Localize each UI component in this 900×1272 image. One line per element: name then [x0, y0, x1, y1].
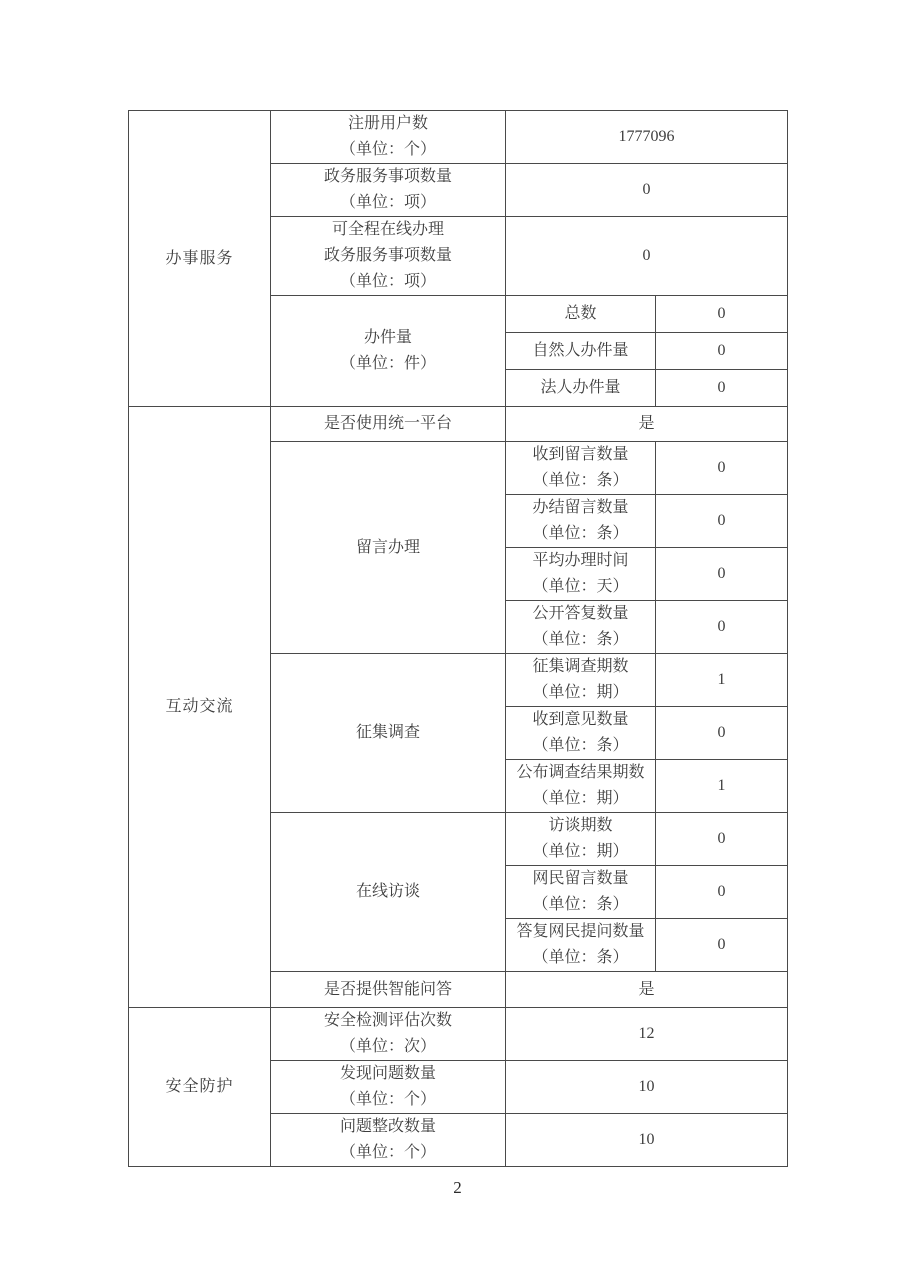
submetric-value: 0 — [656, 548, 788, 601]
metric-value: 是 — [506, 407, 788, 442]
submetric-label: 答复网民提问数量 （单位：条） — [506, 919, 656, 972]
metric-value: 10 — [506, 1061, 788, 1114]
metric-value: 10 — [506, 1114, 788, 1167]
metric-unit: （单位：期） — [532, 790, 629, 807]
metric-unit: （单位：项） — [339, 273, 436, 290]
metric-group-label: 办件量 （单位：件） — [271, 296, 506, 407]
report-table — [128, 110, 788, 1167]
metric-unit: （单位：个） — [339, 1091, 436, 1108]
submetric-value: 0 — [656, 707, 788, 760]
metric-value: 是 — [506, 972, 788, 1008]
metric-unit: （单位：个） — [339, 141, 436, 158]
metric-label: 可全程在线办理 政务服务事项数量 （单位：项） — [271, 217, 506, 296]
metric-unit: （单位：条） — [532, 472, 629, 489]
table-row — [129, 111, 788, 164]
metric-unit: （单位：个） — [339, 1144, 436, 1161]
submetric-value: 1 — [656, 654, 788, 707]
metric-value: 1777096 — [506, 111, 788, 164]
submetric-label: 总数 — [506, 296, 656, 333]
metric-label: 发现问题数量 （单位：个） — [271, 1061, 506, 1114]
metric-unit: （单位：天） — [532, 578, 629, 595]
metric-unit: （单位：件） — [339, 355, 436, 372]
submetric-value: 0 — [656, 442, 788, 495]
submetric-value: 0 — [656, 333, 788, 370]
table-row — [129, 407, 788, 442]
submetric-value: 0 — [656, 601, 788, 654]
metric-unit: （单位：次） — [339, 1038, 436, 1055]
metric-unit: （单位：期） — [532, 843, 629, 860]
submetric-value: 0 — [656, 296, 788, 333]
submetric-value: 0 — [656, 495, 788, 548]
submetric-value: 0 — [656, 370, 788, 407]
submetric-value: 0 — [656, 813, 788, 866]
metric-unit: （单位：条） — [532, 525, 629, 542]
submetric-label: 公布调查结果期数 （单位：期） — [506, 760, 656, 813]
metric-label: 是否使用统一平台 — [271, 407, 506, 442]
submetric-label: 公开答复数量 （单位：条） — [506, 601, 656, 654]
submetric-value: 0 — [656, 866, 788, 919]
metric-value: 0 — [506, 217, 788, 296]
section-label-banshi: 办事服务 — [129, 111, 271, 407]
page-number: 2 — [453, 1178, 462, 1197]
metric-value: 0 — [506, 164, 788, 217]
metric-group-label: 在线访谈 — [271, 813, 506, 972]
metric-unit: （单位：条） — [532, 631, 629, 648]
submetric-label: 法人办件量 — [506, 370, 656, 407]
metric-label: 问题整改数量 （单位：个） — [271, 1114, 506, 1167]
metric-unit: （单位：条） — [532, 949, 629, 966]
metric-unit: （单位：期） — [532, 684, 629, 701]
submetric-label: 平均办理时间 （单位：天） — [506, 548, 656, 601]
metric-unit: （单位：条） — [532, 737, 629, 754]
submetric-label: 自然人办件量 — [506, 333, 656, 370]
section-label-anquan: 安全防护 — [129, 1008, 271, 1167]
section-label-hudong: 互动交流 — [129, 407, 271, 1008]
metric-group-label: 征集调查 — [271, 654, 506, 813]
table-row — [129, 1008, 788, 1061]
metric-label: 政务服务事项数量 （单位：项） — [271, 164, 506, 217]
metric-group-label: 留言办理 — [271, 442, 506, 654]
submetric-value: 1 — [656, 760, 788, 813]
metric-label: 安全检测评估次数 （单位：次） — [271, 1008, 506, 1061]
metric-label: 注册用户数 （单位：个） — [271, 111, 506, 164]
submetric-label: 访谈期数 （单位：期） — [506, 813, 656, 866]
submetric-label: 收到留言数量 （单位：条） — [506, 442, 656, 495]
report-table-wrapper — [128, 110, 788, 1167]
metric-unit: （单位：项） — [339, 194, 436, 211]
submetric-value: 0 — [656, 919, 788, 972]
metric-label: 是否提供智能问答 — [271, 972, 506, 1008]
submetric-label: 收到意见数量 （单位：条） — [506, 707, 656, 760]
submetric-label: 征集调查期数 （单位：期） — [506, 654, 656, 707]
submetric-label: 办结留言数量 （单位：条） — [506, 495, 656, 548]
metric-unit: （单位：条） — [532, 896, 629, 913]
metric-value: 12 — [506, 1008, 788, 1061]
submetric-label: 网民留言数量 （单位：条） — [506, 866, 656, 919]
